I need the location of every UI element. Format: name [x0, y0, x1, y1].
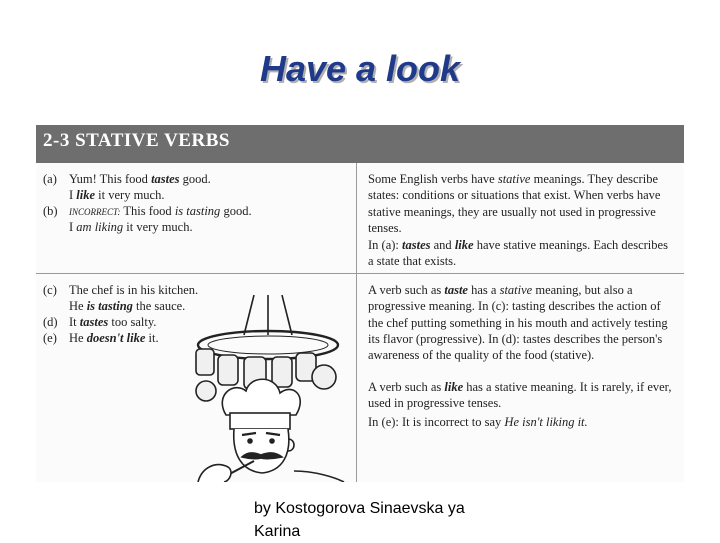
column-divider — [356, 163, 357, 482]
page-header — [36, 125, 684, 163]
explanation-a: In (a): tastes and like have stative meanings. Each describes a state that exists. — [368, 238, 668, 269]
example-a-line1: (a) Yum! This food tastes good. — [43, 172, 211, 186]
slide-title: Have a look — [259, 48, 461, 89]
example-c-line2: He is tasting the sauce. — [69, 299, 186, 313]
row-divider-left — [36, 273, 356, 274]
explanation-like: A verb such as like has a stative meaning. It is rarely, if ever, used in progressive tenses. — [368, 380, 672, 411]
chef-illustration — [184, 295, 356, 482]
example-b-line1: (b) INCORRECT: This food is tasting good. — [43, 204, 252, 218]
explanation-taste: A verb such as taste has a stative meaning, but also a progressive meaning. In (c): tasting describes the action of the chef putting something in his mouth and actively testing its flavor (progressive). In (d): tastes describes the person's awareness of the quality of the food (stative). — [368, 283, 668, 363]
grammar-book-page — [36, 125, 684, 482]
example-d: (d) It tastes too salty. — [43, 315, 157, 329]
explanation-stative-intro: Some English verbs have stative meanings. They describe states: conditions or situations that exist. When verbs have stative meanings, they are usually not used in progressive tenses. — [368, 172, 661, 235]
section-heading: 2-3 STATIVE VERBS — [43, 130, 230, 151]
example-a-line2: I like it very much. — [69, 188, 165, 202]
example-b-line2: I am liking it very much. — [69, 220, 193, 234]
row-divider-right — [357, 273, 684, 274]
example-e: (e) He doesn't like it. — [43, 331, 159, 345]
explanation-e: In (e): It is incorrect to say He isn't liking it. — [368, 415, 588, 429]
author-credit: by Kostogorova Sinaevska ya Karina — [254, 500, 465, 540]
example-c-line1: (c) The chef is in his kitchen. — [43, 283, 199, 297]
